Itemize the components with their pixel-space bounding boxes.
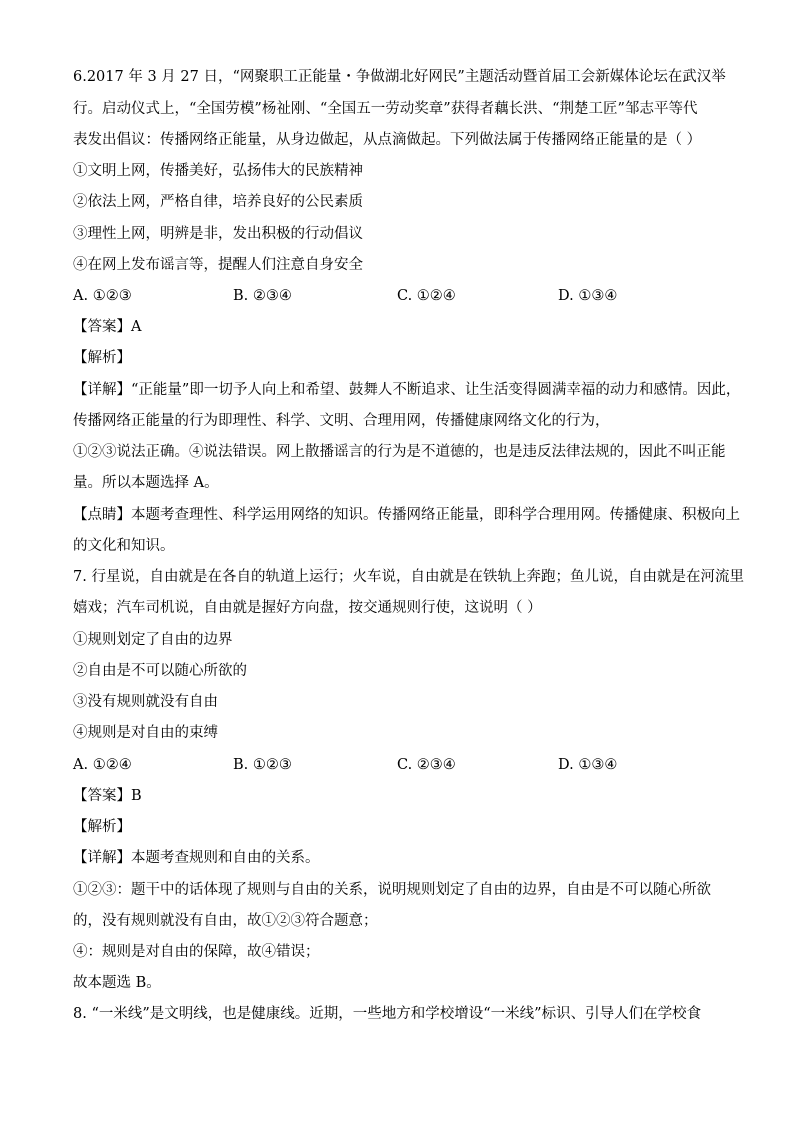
q6-answer: 【答案】A [73,319,142,335]
q6-stem-line-1: 6.2017 年 3 月 27 日，“网聚职工正能量・争做湖北好网民”主题活动暨首届工会新媒体论坛在武汉举 [73,69,726,85]
q6-option-a: A. ①②③ [73,288,132,304]
q6-item-4: ④在网上发布谣言等，提醒人们注意自身安全 [73,257,363,273]
q7-answer: 【答案】B [73,788,142,804]
q7-option-c: C. ②③④ [397,757,456,773]
q6-analysis-title: 【解析】 [73,350,131,366]
q6-detail-line-2: 传播网络正能量的行为即理性、科学、文明、合理用网，传播健康网络文化的行为， [73,413,610,429]
q7-detail-line-4: ④：规则是对自由的保障，故④错误； [73,944,320,960]
q7-item-2: ②自由是不可以随心所欲的 [73,663,247,679]
q7-option-b: B. ①②③ [233,757,292,773]
q6-comment-line-1: 【点睛】本题考查理性、科学运用网络的知识。传播网络正能量，即科学合理用网。传播健康、积极向上 [73,507,740,523]
q7-detail-line-3: 的，没有规则就没有自由，故①②③符合题意； [73,913,378,929]
q6-item-1: ①文明上网，传播美好，弘扬伟大的民族精神 [73,163,363,179]
q6-stem-line-3: 表发出倡议：传播网络正能量，从身边做起，从点滴做起。下列做法属于传播网络正能量的是（ ） [73,132,702,148]
q6-comment-line-2: 的文化和知识。 [73,538,175,554]
q6-stem-line-2: 行。启动仪式上，“全国劳模”杨祉刚、“全国五一劳动奖章”获得者藕长洪、“荆楚工匠”邹志平等代 [73,101,698,117]
q7-detail-line-5: 故本题选 B。 [73,975,161,991]
q6-detail-line-1: 【详解】“正能量”即一切予人向上和希望、鼓舞人不断追求、让生活变得圆满幸福的动力和感情。因此， [73,382,741,398]
q8-stem-line-1: 8. “一米线”是文明线，也是健康线。近期，一些地方和学校增设“一米线”标识、引导人们在学校食 [73,1006,702,1022]
q7-detail-line-1: 【详解】本题考查规则和自由的关系。 [73,850,320,866]
q7-item-3: ③没有规则就没有自由 [73,694,218,710]
q7-item-4: ④规则是对自由的束缚 [73,725,218,741]
q6-detail-line-3: ①②③说法正确。④说法错误。网上散播谣言的行为是不道德的，也是违反法律法规的，因此不叫正能 [73,444,726,460]
q7-option-a: A. ①②④ [73,757,132,773]
q6-option-b: B. ②③④ [233,288,292,304]
q6-item-3: ③理性上网，明辨是非，发出积极的行动倡议 [73,226,363,242]
q6-detail-line-4: 量。所以本题选择 A。 [73,475,219,491]
q7-option-d: D. ①③④ [558,757,618,773]
q7-stem-line-1: 7. 行星说，自由就是在各自的轨道上运行；火车说，自由就是在铁轨上奔跑；鱼儿说，自由就是在河流里 [73,569,744,585]
q7-analysis-title: 【解析】 [73,819,131,835]
q7-stem-line-2: 嬉戏；汽车司机说，自由就是握好方向盘，按交通规则行使，这说明（ ） [73,600,542,616]
q7-item-1: ①规则划定了自由的边界 [73,632,233,648]
q6-item-2: ②依法上网，严格自律，培养良好的公民素质 [73,194,363,210]
q6-option-c: C. ①②④ [397,288,456,304]
q7-detail-line-2: ①②③：题干中的话体现了规则与自由的关系，说明规则划定了自由的边界，自由是不可以随心所欲 [73,882,711,898]
q6-option-d: D. ①③④ [558,288,618,304]
